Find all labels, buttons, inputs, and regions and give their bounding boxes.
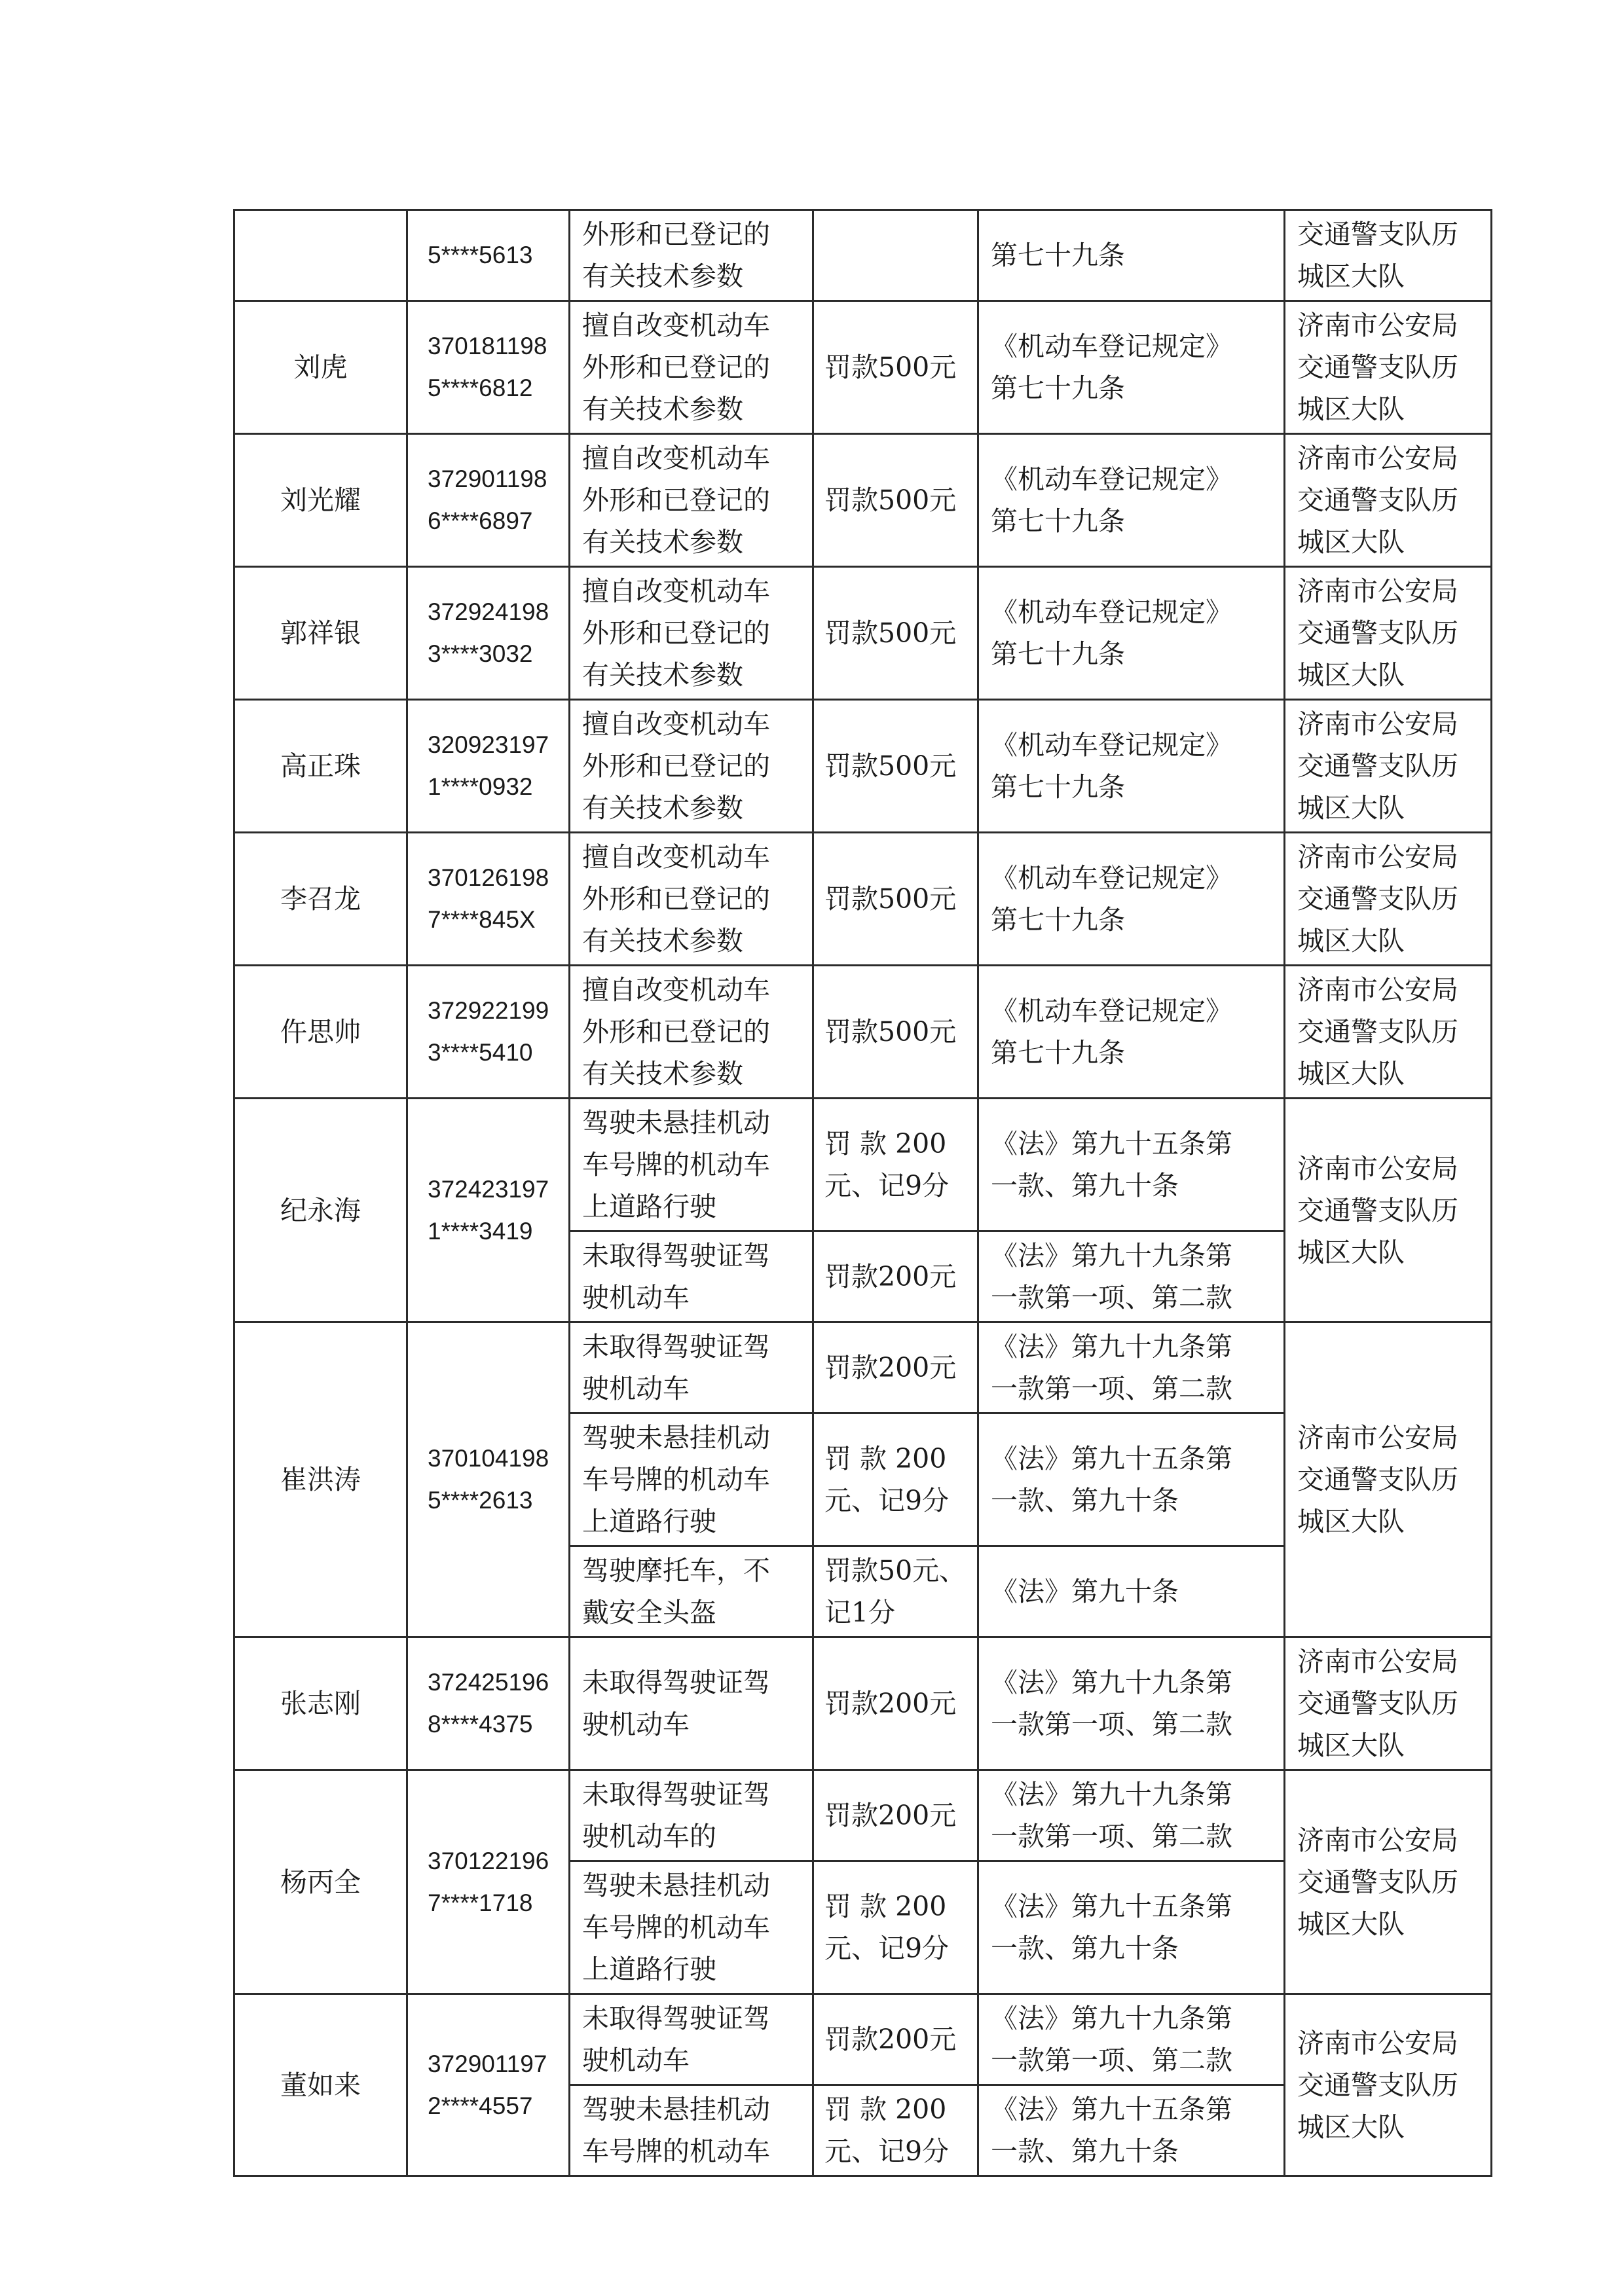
authority-cell <box>1285 833 1492 966</box>
id-number-cell <box>407 1322 570 1637</box>
authority-cell-text: 交通警支队历 城区大队 <box>1297 219 1458 292</box>
authority-cell-text: 济南市公安局 交通警支队历 城区大队 <box>1297 708 1458 824</box>
person-name-cell <box>234 567 407 700</box>
legal-basis-cell <box>978 700 1285 833</box>
offense-cell-text: 未取得驾驶证驾 驶机动车 <box>582 2003 770 2076</box>
offense-cell-text: 外形和已登记的 有关技术参数 <box>582 219 770 292</box>
penalty-cell <box>813 1994 978 2085</box>
table-row <box>234 210 1492 301</box>
legal-basis-cell <box>978 1861 1285 1994</box>
penalty-cell-text: 罚 款 200 元、记9分 <box>824 1128 950 1201</box>
id-number-cell <box>407 301 570 434</box>
authority-cell-text: 济南市公安局 交通警支队历 城区大队 <box>1297 2027 1458 2143</box>
person-name-cell-text: 高正珠 <box>280 750 361 782</box>
authority-cell-text: 济南市公安局 交通警支队历 城区大队 <box>1297 310 1458 425</box>
legal-basis-cell <box>978 1770 1285 1861</box>
id-number-cell-text: 372425196 8****4375 <box>428 1669 549 1738</box>
id-number-cell-text: 370104198 5****2613 <box>428 1445 549 1514</box>
authority-cell <box>1285 567 1492 700</box>
table-row <box>234 700 1492 833</box>
table-body <box>234 210 1492 2176</box>
id-number-cell <box>407 210 570 301</box>
violations-table <box>233 209 1492 2177</box>
offense-cell <box>570 833 813 966</box>
offense-cell <box>570 1322 813 1413</box>
legal-basis-cell-text: 《法》第九十九条第 一款第一项、第二款 <box>991 1331 1232 1404</box>
id-number-cell <box>407 700 570 833</box>
id-number-cell-text: 372423197 1****3419 <box>428 1175 549 1245</box>
person-name-cell-text: 纪永海 <box>280 1194 361 1226</box>
legal-basis-cell <box>978 1231 1285 1322</box>
person-name-cell <box>234 1322 407 1637</box>
offense-cell-text: 驾驶摩托车，不 戴安全头盔 <box>582 1555 770 1628</box>
penalty-cell <box>813 1413 978 1546</box>
person-name-cell <box>234 210 407 301</box>
legal-basis-cell-text: 第七十九条 <box>991 240 1125 271</box>
penalty-cell-text: 罚款500元 <box>824 352 957 383</box>
person-name-cell <box>234 966 407 1099</box>
table-row <box>234 1099 1492 1231</box>
penalty-cell <box>813 1231 978 1322</box>
penalty-cell-text: 罚款500元 <box>824 883 957 915</box>
person-name-cell-text: 张志刚 <box>280 1688 361 1719</box>
legal-basis-cell <box>978 1099 1285 1231</box>
person-name-cell <box>234 833 407 966</box>
authority-cell-text: 济南市公安局 交通警支队历 城区大队 <box>1297 1152 1458 1268</box>
id-number-cell-text: 370181198 5****6812 <box>428 333 547 401</box>
table-row <box>234 966 1492 1099</box>
table-row <box>234 567 1492 700</box>
penalty-cell-text: 罚 款 200 元、记9分 <box>824 1443 950 1516</box>
person-name-cell <box>234 1770 407 1994</box>
legal-basis-cell-text: 《法》第九十九条第 一款第一项、第二款 <box>991 1779 1232 1852</box>
table-row <box>234 833 1492 966</box>
authority-cell-text: 济南市公安局 交通警支队历 城区大队 <box>1297 1646 1458 1761</box>
person-name-cell-text: 刘光耀 <box>280 484 361 516</box>
legal-basis-cell-text: 《机动车登记规定》 第七十九条 <box>991 331 1232 404</box>
id-number-cell <box>407 567 570 700</box>
offense-cell <box>570 1994 813 2085</box>
id-number-cell <box>407 1770 570 1994</box>
person-name-cell <box>234 434 407 567</box>
authority-cell-text: 济南市公安局 交通警支队历 城区大队 <box>1297 443 1458 558</box>
authority-cell <box>1285 1099 1492 1322</box>
legal-basis-cell-text: 《法》第九十五条第 一款、第九十条 <box>991 1128 1232 1201</box>
legal-basis-cell-text: 《机动车登记规定》 第七十九条 <box>991 464 1232 537</box>
authority-cell-text: 济南市公安局 交通警支队历 城区大队 <box>1297 575 1458 691</box>
id-number-cell <box>407 1099 570 1322</box>
legal-basis-cell-text: 《机动车登记规定》 第七十九条 <box>991 596 1232 670</box>
legal-basis-cell-text: 《法》第九十五条第 一款、第九十条 <box>991 1891 1232 1964</box>
authority-cell <box>1285 1770 1492 1994</box>
person-name-cell-text: 李召龙 <box>280 883 361 915</box>
offense-cell <box>570 567 813 700</box>
offense-cell <box>570 1099 813 1231</box>
id-number-cell-text: 372901197 2****4557 <box>428 2050 547 2119</box>
penalty-cell-text: 罚 款 200 元、记9分 <box>824 2094 950 2167</box>
penalty-cell <box>813 1322 978 1413</box>
legal-basis-cell-text: 《法》第九十五条第 一款、第九十条 <box>991 2094 1232 2167</box>
id-number-cell-text: 370126198 7****845X <box>428 864 549 933</box>
penalty-cell <box>813 301 978 434</box>
table-row <box>234 1637 1492 1770</box>
authority-cell <box>1285 434 1492 567</box>
id-number-cell-text: 5****5613 <box>428 242 533 268</box>
person-name-cell-text: 刘虎 <box>293 352 348 383</box>
offense-cell-text: 擅自改变机动车 外形和已登记的 有关技术参数 <box>582 310 770 425</box>
penalty-cell-text: 罚款500元 <box>824 617 957 649</box>
offense-cell-text: 擅自改变机动车 外形和已登记的 有关技术参数 <box>582 708 770 824</box>
id-number-cell <box>407 833 570 966</box>
offense-cell-text: 未取得驾驶证驾 驶机动车 <box>582 1667 770 1740</box>
offense-cell-text: 驾驶未悬挂机动 车号牌的机动车 <box>582 2094 770 2167</box>
legal-basis-cell <box>978 301 1285 434</box>
legal-basis-cell-text: 《机动车登记规定》 第七十九条 <box>991 729 1232 803</box>
penalty-cell <box>813 700 978 833</box>
id-number-cell-text: 372922199 3****5410 <box>428 997 549 1066</box>
offense-cell <box>570 966 813 1099</box>
penalty-cell <box>813 210 978 301</box>
person-name-cell <box>234 1099 407 1322</box>
offense-cell-text: 未取得驾驶证驾 驶机动车 <box>582 1331 770 1404</box>
penalty-cell-text: 罚 款 200 元、记9分 <box>824 1891 950 1964</box>
person-name-cell-text: 董如来 <box>280 2069 361 2101</box>
offense-cell <box>570 700 813 833</box>
penalty-cell <box>813 966 978 1099</box>
id-number-cell-text: 370122196 7****1718 <box>428 1847 549 1916</box>
offense-cell-text: 驾驶未悬挂机动 车号牌的机动车 上道路行驶 <box>582 1107 770 1222</box>
table-row <box>234 1770 1492 1861</box>
authority-cell <box>1285 210 1492 301</box>
authority-cell-text: 济南市公安局 交通警支队历 城区大队 <box>1297 841 1458 957</box>
offense-cell-text: 未取得驾驶证驾 驶机动车的 <box>582 1779 770 1852</box>
authority-cell-text: 济南市公安局 交通警支队历 城区大队 <box>1297 1824 1458 1940</box>
offense-cell <box>570 1637 813 1770</box>
legal-basis-cell <box>978 833 1285 966</box>
legal-basis-cell <box>978 1994 1285 2085</box>
authority-cell <box>1285 1994 1492 2176</box>
penalty-cell <box>813 2085 978 2176</box>
legal-basis-cell-text: 《机动车登记规定》 第七十九条 <box>991 862 1232 936</box>
offense-cell <box>570 210 813 301</box>
penalty-cell <box>813 434 978 567</box>
person-name-cell <box>234 1637 407 1770</box>
person-name-cell-text: 杨丙全 <box>280 1866 361 1898</box>
id-number-cell <box>407 1994 570 2176</box>
table-row <box>234 1322 1492 1413</box>
penalty-cell-text: 罚款500元 <box>824 484 957 516</box>
offense-cell-text: 未取得驾驶证驾 驶机动车 <box>582 1240 770 1313</box>
legal-basis-cell <box>978 210 1285 301</box>
penalty-cell-text: 罚款50元、 记1分 <box>824 1555 967 1628</box>
legal-basis-cell-text: 《法》第九十九条第 一款第一项、第二款 <box>991 1240 1232 1313</box>
authority-cell <box>1285 1322 1492 1637</box>
offense-cell-text: 擅自改变机动车 外形和已登记的 有关技术参数 <box>582 974 770 1089</box>
person-name-cell <box>234 700 407 833</box>
authority-cell <box>1285 700 1492 833</box>
legal-basis-cell <box>978 966 1285 1099</box>
penalty-cell-text: 罚款500元 <box>824 1016 957 1048</box>
legal-basis-cell <box>978 1322 1285 1413</box>
legal-basis-cell <box>978 567 1285 700</box>
person-name-cell-text: 仵思帅 <box>280 1016 361 1048</box>
penalty-cell-text: 罚款200元 <box>824 2024 957 2055</box>
offense-cell <box>570 1231 813 1322</box>
legal-basis-cell <box>978 434 1285 567</box>
legal-basis-cell <box>978 1546 1285 1637</box>
offense-cell <box>570 434 813 567</box>
table-row <box>234 434 1492 567</box>
penalty-cell <box>813 1546 978 1637</box>
offense-cell-text: 擅自改变机动车 外形和已登记的 有关技术参数 <box>582 443 770 558</box>
penalty-cell <box>813 1861 978 1994</box>
id-number-cell-text: 320923197 1****0932 <box>428 731 549 800</box>
legal-basis-cell <box>978 1413 1285 1546</box>
legal-basis-cell-text: 《法》第九十条 <box>991 1576 1179 1607</box>
id-number-cell-text: 372924198 3****3032 <box>428 598 549 667</box>
penalty-cell <box>813 833 978 966</box>
id-number-cell <box>407 1637 570 1770</box>
person-name-cell-text: 郭祥银 <box>280 617 361 649</box>
offense-cell <box>570 1546 813 1637</box>
offense-cell <box>570 1861 813 1994</box>
authority-cell <box>1285 301 1492 434</box>
table-row <box>234 301 1492 434</box>
penalty-cell-text: 罚款200元 <box>824 1800 957 1831</box>
authority-cell <box>1285 966 1492 1099</box>
penalty-cell-text: 罚款200元 <box>824 1688 957 1719</box>
authority-cell-text: 济南市公安局 交通警支队历 城区大队 <box>1297 1422 1458 1537</box>
legal-basis-cell-text: 《法》第九十九条第 一款第一项、第二款 <box>991 2003 1232 2076</box>
id-number-cell <box>407 966 570 1099</box>
offense-cell <box>570 301 813 434</box>
offense-cell-text: 擅自改变机动车 外形和已登记的 有关技术参数 <box>582 575 770 691</box>
person-name-cell-text: 崔洪涛 <box>280 1464 361 1495</box>
offense-cell <box>570 1413 813 1546</box>
legal-basis-cell-text: 《法》第九十五条第 一款、第九十条 <box>991 1443 1232 1516</box>
offense-cell <box>570 2085 813 2176</box>
penalty-cell-text: 罚款200元 <box>824 1261 957 1292</box>
authority-cell-text: 济南市公安局 交通警支队历 城区大队 <box>1297 974 1458 1089</box>
person-name-cell <box>234 1994 407 2176</box>
penalty-cell-text: 罚款200元 <box>824 1352 957 1383</box>
penalty-cell <box>813 1099 978 1231</box>
offense-cell-text: 驾驶未悬挂机动 车号牌的机动车 上道路行驶 <box>582 1422 770 1537</box>
legal-basis-cell <box>978 2085 1285 2176</box>
table-row <box>234 1994 1492 2085</box>
legal-basis-cell-text: 《机动车登记规定》 第七十九条 <box>991 995 1232 1068</box>
legal-basis-cell-text: 《法》第九十九条第 一款第一项、第二款 <box>991 1667 1232 1740</box>
penalty-cell <box>813 1770 978 1861</box>
penalty-cell-text: 罚款500元 <box>824 750 957 782</box>
offense-cell-text: 驾驶未悬挂机动 车号牌的机动车 上道路行驶 <box>582 1870 770 1985</box>
authority-cell <box>1285 1637 1492 1770</box>
legal-basis-cell <box>978 1637 1285 1770</box>
penalty-cell <box>813 1637 978 1770</box>
penalty-cell <box>813 567 978 700</box>
id-number-cell <box>407 434 570 567</box>
offense-cell <box>570 1770 813 1861</box>
id-number-cell-text: 372901198 6****6897 <box>428 465 547 534</box>
person-name-cell <box>234 301 407 434</box>
offense-cell-text: 擅自改变机动车 外形和已登记的 有关技术参数 <box>582 841 770 957</box>
